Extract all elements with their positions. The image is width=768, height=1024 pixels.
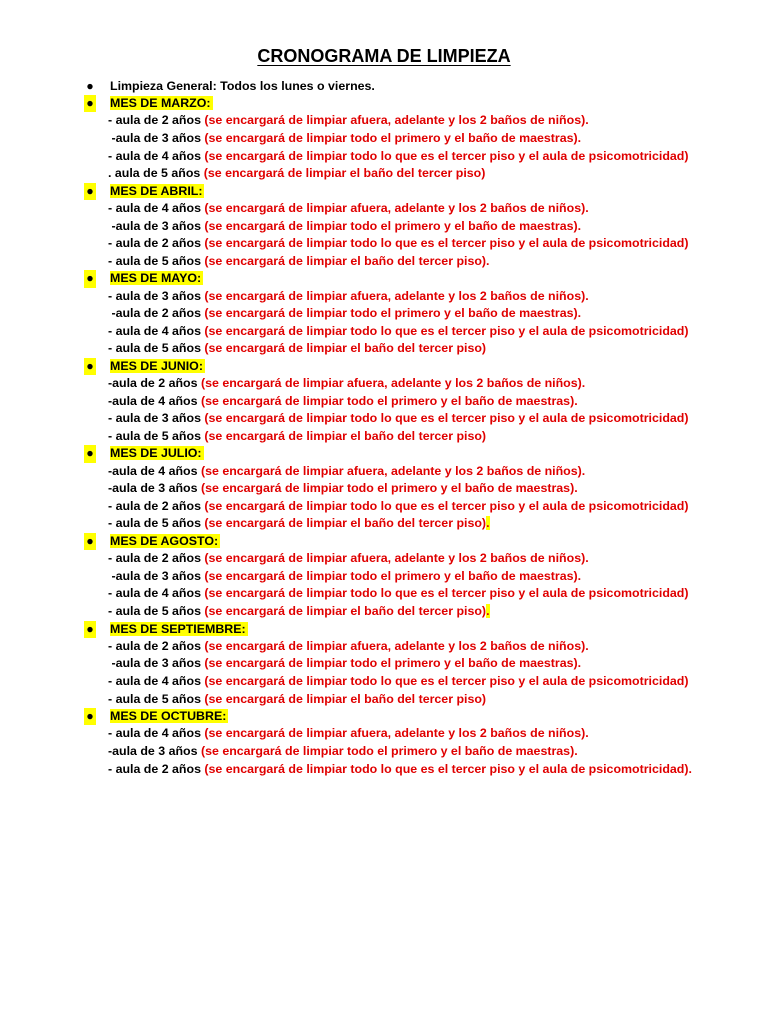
- cleaning-task: (se encargará de limpiar todo el primero y el baño de maestras).: [200, 743, 578, 758]
- cleaning-task: (se encargará de limpiar el baño del tercer piso).: [204, 253, 490, 268]
- cleaning-task: (se encargará de limpiar todo el primero y el baño de maestras).: [204, 306, 582, 321]
- classroom-label: -aula de 4 años: [108, 393, 201, 408]
- classroom-label: -aula de 3 años: [108, 743, 201, 758]
- classroom-label: - aula de 2 años: [108, 761, 205, 776]
- month-label: MES DE JUNIO:: [110, 358, 203, 373]
- general-cleaning-line: [84, 78, 704, 95]
- cleaning-task: (se encargará de limpiar todo lo que es el tercer piso y el aula de psicomotricidad): [204, 236, 689, 251]
- bullet-icon: ●: [84, 621, 96, 638]
- cleaning-task: (se encargará de limpiar todo lo que es el tercer piso y el aula de psicomotricidad): [204, 673, 689, 688]
- classroom-label: - aula de 2 años: [108, 236, 205, 251]
- classroom-assignment: [84, 288, 704, 306]
- cleaning-task: (se encargará de limpiar todo lo que es el tercer piso y el aula de psicomotricidad): [204, 323, 689, 338]
- classroom-label: . aula de 5 años: [108, 166, 204, 181]
- cleaning-task: (se encargará de limpiar afuera, adelante y los 2 baños de niños).: [204, 726, 589, 741]
- classroom-label: -aula de 3 años: [108, 218, 205, 233]
- classroom-assignment: [84, 410, 704, 428]
- classroom-assignment: [84, 673, 704, 691]
- cleaning-task: (se encargará de limpiar todo el primero y el baño de maestras).: [200, 393, 578, 408]
- classroom-label: - aula de 3 años: [108, 288, 205, 303]
- classroom-label: - aula de 3 años: [108, 411, 205, 426]
- classroom-assignment: [84, 515, 704, 533]
- cleaning-task: (se encargará de limpiar todo lo que es el tercer piso y el aula de psicomotricidad): [204, 586, 689, 601]
- month-label: MES DE MAYO:: [110, 271, 202, 286]
- classroom-assignment: [84, 498, 704, 516]
- month-heading: [84, 445, 704, 462]
- classroom-assignment: [84, 235, 704, 253]
- month-label: MES DE ABRIL:: [110, 183, 203, 198]
- classroom-assignment: [84, 638, 704, 656]
- classroom-label: - aula de 2 años: [108, 498, 205, 513]
- cleaning-task: (se encargará de limpiar el baño del tercer piso): [204, 341, 487, 356]
- cleaning-task: (se encargará de limpiar todo lo que es el tercer piso y el aula de psicomotricidad): [204, 411, 689, 426]
- classroom-label: - aula de 4 años: [108, 673, 205, 688]
- classroom-assignment: [84, 305, 704, 323]
- month-heading: [84, 358, 704, 375]
- classroom-label: -aula de 2 años: [108, 306, 205, 321]
- classroom-assignment: [84, 340, 704, 358]
- classroom-assignment: [84, 655, 704, 673]
- schedule-list: [84, 78, 704, 778]
- classroom-label: - aula de 4 años: [108, 200, 205, 215]
- cleaning-task: (se encargará de limpiar el baño del tercer piso): [204, 603, 487, 618]
- bullet-icon: ●: [84, 270, 96, 287]
- classroom-label: - aula de 4 años: [108, 148, 205, 163]
- classroom-assignment: [84, 323, 704, 341]
- bullet-icon: ●: [86, 79, 94, 93]
- classroom-assignment: [84, 691, 704, 709]
- month-heading: [84, 270, 704, 287]
- classroom-assignment: [84, 480, 704, 498]
- bullet-icon: ●: [84, 183, 96, 200]
- classroom-label: - aula de 5 años: [108, 428, 205, 443]
- classroom-assignment: [84, 393, 704, 411]
- classroom-assignment: [84, 165, 704, 183]
- classroom-label: - aula de 2 años: [108, 551, 205, 566]
- classroom-label: -aula de 3 años: [108, 130, 205, 145]
- month-heading: [84, 183, 704, 200]
- bullet-icon: ●: [84, 533, 96, 550]
- cleaning-task: (se encargará de limpiar todo lo que es el tercer piso y el aula de psicomotricidad).: [204, 761, 692, 776]
- classroom-assignment: [84, 112, 704, 130]
- month-label: MES DE JULIO:: [110, 446, 202, 461]
- classroom-assignment: [84, 130, 704, 148]
- highlighted-period: .: [486, 516, 490, 531]
- month-label: MES DE AGOSTO:: [110, 534, 219, 548]
- month-label: MES DE OCTUBRE:: [110, 709, 227, 724]
- month-label: MES DE SEPTIEMBRE:: [110, 621, 246, 636]
- highlighted-period: .: [486, 603, 490, 618]
- cleaning-task: (se encargará de limpiar todo el primero y el baño de maestras).: [200, 481, 578, 496]
- cleaning-task: (se encargará de limpiar afuera, adelante y los 2 baños de niños).: [204, 638, 589, 653]
- bullet-icon: ●: [84, 95, 96, 112]
- classroom-assignment: [84, 585, 704, 603]
- classroom-label: - aula de 5 años: [108, 603, 205, 618]
- cleaning-task: (se encargará de limpiar el baño del tercer piso): [203, 166, 486, 181]
- classroom-label: - aula de 4 años: [108, 726, 205, 741]
- cleaning-task: (se encargará de limpiar todo el primero y el baño de maestras).: [204, 568, 582, 583]
- cleaning-task: (se encargará de limpiar todo el primero y el baño de maestras).: [204, 218, 582, 233]
- document-title-text: CRONOGRAMA DE LIMPIEZA: [257, 46, 511, 66]
- classroom-label: - aula de 5 años: [108, 691, 205, 706]
- general-cleaning-text: Limpieza General: Todos los lunes o viernes.: [110, 79, 375, 93]
- cleaning-task: (se encargará de limpiar afuera, adelante y los 2 baños de niños).: [200, 376, 586, 391]
- classroom-label: -aula de 3 años: [108, 481, 201, 496]
- cleaning-task: (se encargará de limpiar el baño del tercer piso): [204, 516, 487, 531]
- classroom-assignment: [84, 200, 704, 218]
- classroom-label: -aula de 3 años: [108, 656, 205, 671]
- cleaning-task: (se encargará de limpiar todo lo que es el tercer piso y el aula de psicomotricidad): [204, 498, 689, 513]
- document-title: [0, 44, 768, 68]
- cleaning-task: (se encargará de limpiar el baño del tercer piso): [204, 691, 487, 706]
- month-heading: [84, 95, 704, 112]
- classroom-assignment: [84, 375, 704, 393]
- cleaning-task: (se encargará de limpiar afuera, adelante y los 2 baños de niños).: [204, 200, 589, 215]
- classroom-label: - aula de 5 años: [108, 341, 205, 356]
- cleaning-task: (se encargará de limpiar afuera, adelante y los 2 baños de niños).: [204, 288, 589, 303]
- month-heading: [84, 533, 704, 550]
- classroom-label: - aula de 5 años: [108, 253, 205, 268]
- classroom-assignment: [84, 428, 704, 446]
- classroom-label: -aula de 3 años: [108, 568, 205, 583]
- classroom-label: - aula de 4 años: [108, 586, 205, 601]
- classroom-assignment: [84, 743, 704, 761]
- classroom-assignment: [84, 568, 704, 586]
- cleaning-task: (se encargará de limpiar el baño del tercer piso): [204, 428, 487, 443]
- classroom-label: - aula de 5 años: [108, 516, 205, 531]
- bullet-icon: ●: [84, 708, 96, 725]
- classroom-assignment: [84, 761, 704, 779]
- classroom-assignment: [84, 218, 704, 236]
- cleaning-task: (se encargará de limpiar todo el primero y el baño de maestras).: [204, 656, 582, 671]
- classroom-assignment: [84, 550, 704, 568]
- classroom-label: - aula de 2 años: [108, 113, 205, 128]
- classroom-assignment: [84, 148, 704, 166]
- classroom-label: - aula de 2 años: [108, 638, 205, 653]
- month-heading: [84, 621, 704, 638]
- cleaning-task: (se encargará de limpiar todo el primero y el baño de maestras).: [204, 130, 582, 145]
- cleaning-task: (se encargará de limpiar todo lo que es el tercer piso y el aula de psicomotricidad): [204, 148, 689, 163]
- classroom-label: -aula de 2 años: [108, 376, 201, 391]
- classroom-label: - aula de 4 años: [108, 323, 205, 338]
- month-heading: [84, 708, 704, 725]
- classroom-assignment: [84, 463, 704, 481]
- classroom-assignment: [84, 725, 704, 743]
- cleaning-task: (se encargará de limpiar afuera, adelante y los 2 baños de niños).: [200, 463, 586, 478]
- month-label: MES DE MARZO:: [110, 96, 211, 111]
- bullet-icon: ●: [84, 358, 96, 375]
- cleaning-task: (se encargará de limpiar afuera, adelante y los 2 baños de niños).: [204, 551, 589, 566]
- cleaning-task: (se encargará de limpiar afuera, adelante y los 2 baños de niños).: [204, 113, 589, 128]
- classroom-label: -aula de 4 años: [108, 463, 201, 478]
- bullet-icon: ●: [84, 445, 96, 462]
- classroom-assignment: [84, 253, 704, 271]
- classroom-assignment: [84, 603, 704, 621]
